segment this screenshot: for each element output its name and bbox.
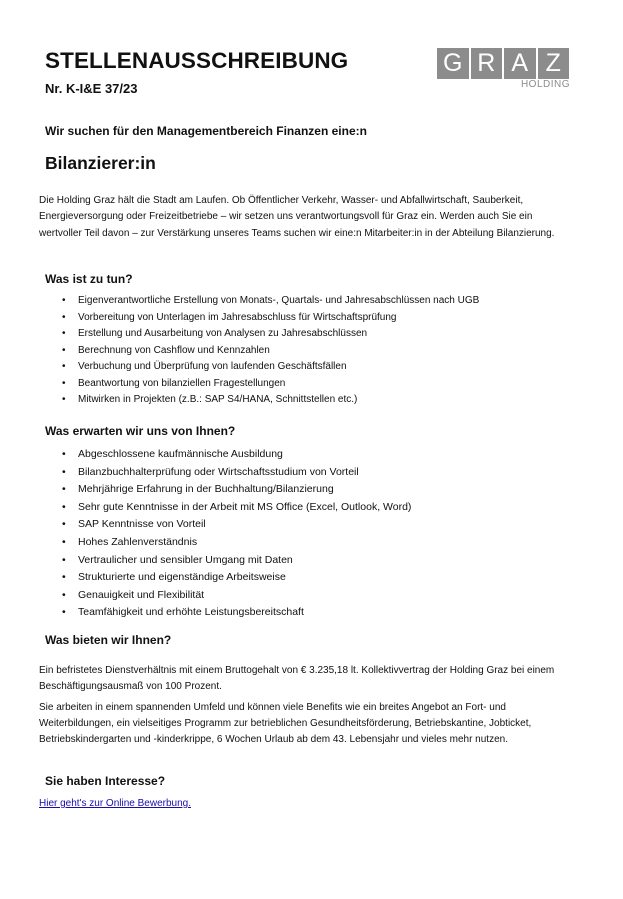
job-title: Bilanzierer:in [45,153,156,173]
graz-holding-logo [437,48,570,90]
interest-heading: Sie haben Interesse? [45,774,166,788]
list-item: • SAP Kenntnisse von Vorteil [62,516,411,534]
list-item: • Eigenverantwortliche Erstellung von Monats-, Quartals- und Jahresabschlüssen nach UGB [62,293,479,310]
logo-subtitle: HOLDING [520,79,570,90]
offer-heading: Was bieten wir Ihnen? [45,633,172,647]
list-item: • Mitwirken in Projekten (z.B.: SAP S4/HANA, Schnittstellen etc.) [62,392,479,409]
list-item: • Beantwortung von bilanziellen Fragestellungen [62,376,479,393]
offer-benefits-paragraph: Sie arbeiten in einem spannenden Umfeld und können viele Benefits wie ein breites Angebot an Fort- und Weiterbildungen, ein vielseitiges Programm zur betrieblichen Gesundheitsförderung, Betriebskantine, Jobticket, Betriebskindergarten und -kinderkrippe, 6 Wochen Urlaub ab dem 43. Lebensjahr und vieles mehr nutzen. [39,702,532,746]
intro-paragraph: Die Holding Graz hält die Stadt am Laufen. Ob Öffentlicher Verkehr, Wasser- und Abfallwirtschaft, Sauberkeit, Energieversorgung oder Freizeitbetriebe – wir setzen uns verantwortungsvoll für Graz ein. Werden auch Sie ein wertvoller Teil davon – zur Verstärkung unseres Teams suchen wir eine:n Mitarbeiter:in in der Abteilung Bilanzierung. [39,195,555,239]
list-item: • Mehrjährige Erfahrung in der Buchhaltung/Bilanzierung [62,481,411,499]
logo-letter-g: G [437,48,469,79]
logo-letter-z: Z [538,48,570,79]
tasks-heading: Was ist zu tun? [45,272,133,286]
list-item: • Erstellung und Ausarbeitung von Analysen zu Jahresabschlüssen [62,326,479,343]
online-application-link[interactable]: Hier geht's zur Online Bewerbung. [39,798,191,809]
list-item: • Strukturierte und eigenständige Arbeitsweise [62,569,411,587]
list-item: • Bilanzbuchhalterprüfung oder Wirtschaftsstudium von Vorteil [62,464,411,482]
list-item: • Hohes Zahlenverständnis [62,534,411,552]
document-number: Nr. K-I&E 37/23 [45,81,138,96]
list-item: • Vorbereitung von Unterlagen im Jahresabschluss für Wirtschaftsprüfung [62,310,479,327]
list-item: • Berechnung von Cashflow und Kennzahlen [62,343,479,360]
list-item: • Vertraulicher und sensibler Umgang mit Daten [62,552,411,570]
list-item: • Genauigkeit und Flexibilität [62,587,411,605]
document-title: STELLENAUSSCHREIBUNG [45,48,349,73]
tasks-list [62,293,479,409]
expectations-heading: Was erwarten wir uns von Ihnen? [45,424,236,438]
logo-letters [437,48,570,79]
list-item: • Abgeschlossene kaufmännische Ausbildung [62,446,411,464]
list-item: • Verbuchung und Überprüfung von laufenden Geschäftsfällen [62,359,479,376]
offer-salary-paragraph: Ein befristetes Dienstverhältnis mit einem Bruttogehalt von € 3.235,18 lt. Kollektivvertrag der Holding Graz bei einem Beschäftigungsausmaß von 100 Prozent. [39,665,555,693]
expectations-list [62,446,411,622]
logo-letter-a: A [504,48,536,79]
list-item: • Teamfähigkeit und erhöhte Leistungsbereitschaft [62,604,411,622]
logo-letter-r: R [471,48,503,79]
department-subtitle: Wir suchen für den Managementbereich Finanzen eine:n [45,124,367,138]
list-item: • Sehr gute Kenntnisse in der Arbeit mit MS Office (Excel, Outlook, Word) [62,499,411,517]
